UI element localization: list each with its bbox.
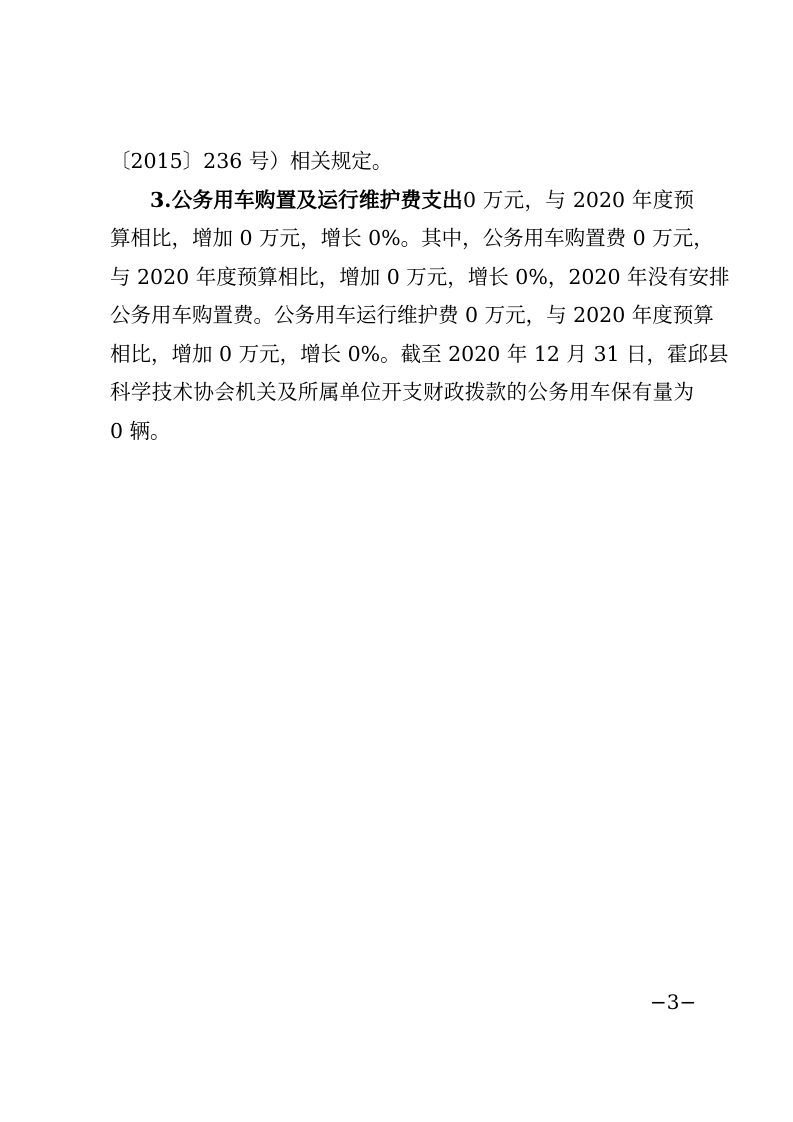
text-line-1: 〔2015〕236 号）相关规定。	[110, 149, 393, 173]
section-heading: 3.公务用车购置及运行维护费支出	[150, 187, 463, 212]
body-text	[110, 142, 730, 450]
text-line-3: 算相比，增加 0 万元，增长 0%。其中，公务用车购置费 0 万元，	[110, 226, 714, 250]
text-line-7: 科学技术协会机关及所属单位开支财政拨款的公务用车保有量为	[110, 380, 694, 404]
text-line-2-rest: 0 万元，与 2020 年度预	[462, 187, 694, 212]
text-line-2	[110, 181, 694, 220]
text-line-5: 公务用车购置费。公务用车运行维护费 0 万元，与 2020 年度预算	[110, 303, 714, 327]
text-line-8: 0 辆。	[110, 418, 171, 443]
text-line-4: 与 2020 年度预算相比，增加 0 万元，增长 0%，2020 年没有安排	[110, 264, 730, 289]
text-line-6: 相比，增加 0 万元，增长 0%。截至 2020 年 12 月 31 日，霍邱县	[110, 341, 729, 366]
page-number: −3−	[650, 990, 697, 1014]
